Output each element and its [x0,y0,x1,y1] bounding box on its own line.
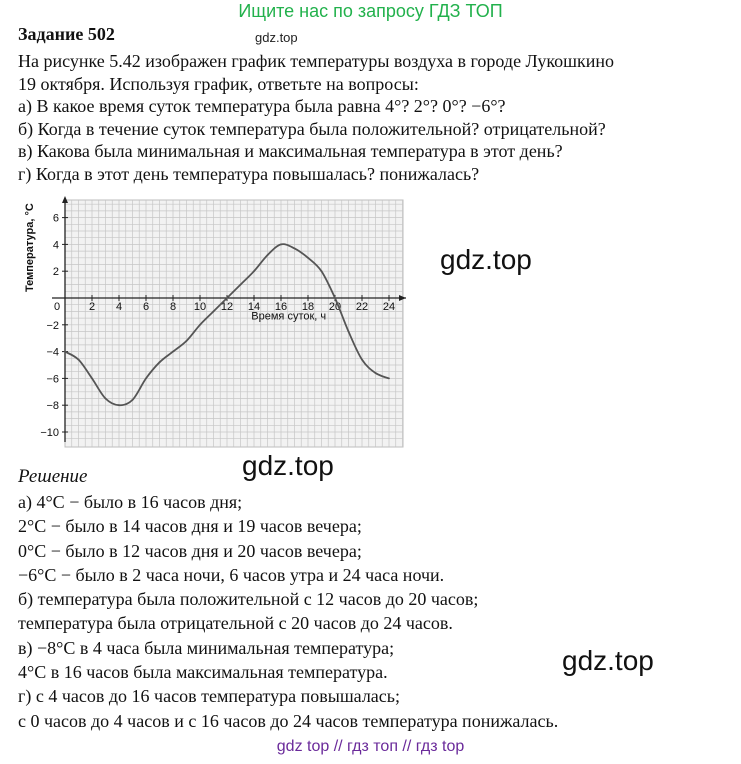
problem-statement [18,50,733,185]
data-point [321,270,323,272]
watermark: gdz.top [242,450,334,481]
x-tick-label: 8 [169,301,177,313]
solution-text [18,490,558,733]
problem-line: а) В какое время суток температура была равна 4°? 2°? 0°? −6°? [18,96,506,116]
y-tick-label: 2 [52,266,59,279]
x-tick-label: 6 [142,301,150,313]
problem-line: г) Когда в этот день температура повышалась? понижалась? [18,163,480,184]
solution-line: с 0 часов до 4 часов и с 16 часов до 24 часов температура понижалась. [18,710,559,731]
y-axis-label: Температура, °C [24,203,36,292]
x-tick-label: 4 [115,301,123,313]
solution-line: а) 4°C − было в 16 часов дня; [18,492,243,512]
data-point [280,244,282,246]
problem-line: На рисунке 5.42 изображен график температуры воздуха в городе Лукошкино [18,51,615,71]
data-point [307,257,309,259]
data-point [253,270,255,272]
x-tick-label: 12 [220,301,234,313]
x-tick-label: 24 [382,301,396,313]
small-watermark: gdz.top [255,30,298,45]
y-tick-label: −2 [46,319,59,332]
data-point [334,297,336,299]
x-tick-label: 18 [301,301,315,313]
data-point [226,297,228,299]
data-point [240,284,242,286]
problem-line: 19 октября. Используя график, ответьте на вопросы: [18,73,419,94]
data-point [159,361,161,363]
solution-line: −6°C − было в 2 часа ночи, 6 часов утра и 24 часа ночи. [18,564,445,585]
x-tick-label: 20 [328,301,342,313]
y-tick-label: −4 [46,346,59,359]
y-tick-label: 4 [52,239,59,252]
problem-line: в) Какова была минимальная и максимальная температура в этот день? [18,141,563,161]
origin-label: 0 [53,301,61,313]
data-point [105,398,107,400]
watermark: gdz.top [562,645,654,676]
data-point [375,372,377,374]
watermark: gdz.top [440,244,532,275]
x-axis-label: Время суток, ч [251,310,327,323]
temperature-chart [18,192,410,458]
x-tick-label: 14 [247,301,261,313]
data-point [118,404,120,406]
solution-line: температура была отрицательной с 20 часов до 24 часов. [18,613,453,634]
data-point [267,254,269,256]
data-point [78,359,80,361]
solution-line: г) с 4 часов до 16 часов температура повышалась; [18,686,400,707]
x-tick-label: 22 [355,301,369,313]
solution-heading: Решение [18,466,88,487]
data-point [388,378,390,380]
data-point [213,311,215,313]
problem-line: б) Когда в течение суток температура была положительной? отрицательной? [18,118,606,139]
x-tick-label: 16 [274,301,288,313]
top-ad-banner[interactable]: Ищите нас по запросу ГДЗ ТОП [238,1,503,21]
y-tick-label: −6 [46,373,59,386]
x-tick-label: 2 [88,301,96,313]
y-tick-label: 6 [52,212,59,225]
solution-line: в) −8°C в 4 часа была минимальная температура; [18,637,395,658]
data-point [199,324,201,326]
solution-line: 4°C в 16 часов была максимальная температура. [18,662,388,683]
solution-line: б) температура была положительной с 12 часов до 20 часов; [18,589,479,610]
data-point [186,340,188,342]
data-point [132,399,134,401]
data-point [145,378,147,380]
data-point [172,351,174,353]
solution-line: 2°C − было в 14 часов дня и 19 часов вечера; [18,516,362,537]
x-tick-label: 10 [193,301,207,313]
solution-line: 0°C − было в 12 часов дня и 20 часов вечера; [18,540,362,561]
footer-links[interactable]: gdz top // гдз топ // гдз top [276,738,465,755]
task-title: Задание 502 [18,24,115,44]
y-tick-label: −10 [40,427,59,439]
y-tick-label: −8 [46,400,59,413]
data-point [348,331,350,333]
data-point [361,359,363,361]
data-point [91,378,93,380]
data-point [64,351,66,353]
data-point [294,248,296,250]
